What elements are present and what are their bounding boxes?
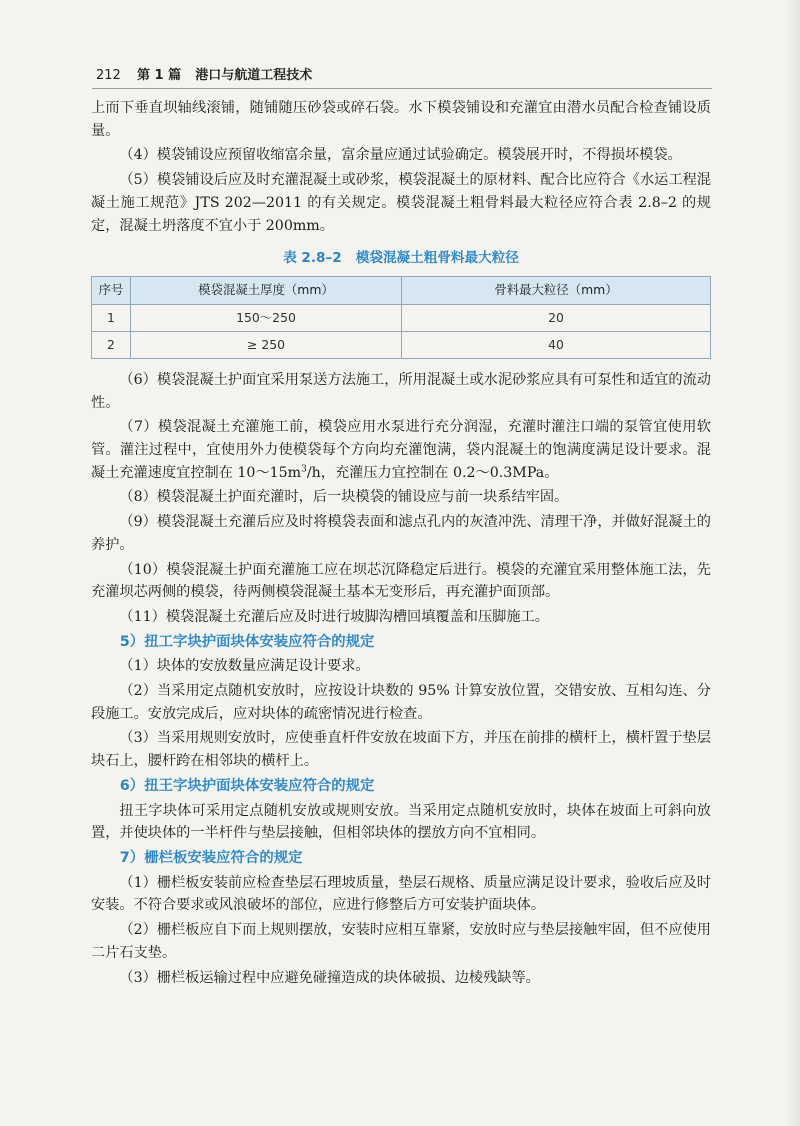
table-title: 模袋混凝土粗骨料最大粒径 — [355, 250, 519, 267]
paragraph-10: （10）模袋混凝土护面充灌施工应在坝芯沉降稳定后进行。模袋的充灌宜采用整体施工法，先充灌坝芯两侧的模袋，待两侧模袋混凝土基本无变形后，再充灌护面顶部。 — [91, 561, 711, 601]
section-7-item-1: （1）栅栏板安装前应检查垫层石理坡质量，垫层石规格、质量应满足设计要求，验收后应及时安装。不符合要求或风浪破坏的部位，应进行修整后方可安装护面块体。 — [91, 874, 711, 914]
aggregate-size-table — [91, 276, 711, 359]
page-edge-shadow — [786, 0, 800, 1126]
table-row — [92, 331, 711, 358]
paragraph-8: （8）模袋混凝土护面充灌时，后一块模袋的铺设应与前一块系结牢固。 — [119, 489, 569, 506]
header-rule — [92, 88, 712, 89]
table-cell: 40 — [402, 331, 711, 358]
table-cell: 150～250 — [131, 304, 402, 331]
table-number: 表 2.8–2 — [283, 250, 342, 267]
section-7-item-2: （2）栅栏板应自下而上规则摆放，安装时应相互靠紧，安放时应与垫层接触牢固，但不应使用二片石支垫。 — [91, 922, 711, 961]
table-header-cell: 骨料最大粒径（mm） — [402, 276, 711, 304]
section-5-item-1: （1）块体的安放数量应满足设计要求。 — [119, 658, 370, 675]
section-5-item-3: （3）当采用规则安放时，应使垂直杆件安放在坡面下方，并压在前排的横杆上，横杆置于垫层块石上，腰杆跨在相邻块的横杆上。 — [91, 730, 711, 770]
table-cell: ≥ 250 — [131, 331, 402, 358]
section-6-text: 扭王字块体可采用定点随机安放或规则安放。当采用定点随机安放时，块体在坡面上可斜向放置，并使块体的一半杆件与垫层接触，但相邻块体的摆放方向不宜相同。 — [91, 802, 711, 842]
table-cell: 2 — [92, 331, 131, 358]
section-7-heading: 7）栅栏板安装应符合的规定 — [119, 849, 303, 866]
table-header-row — [92, 276, 711, 304]
superscript-3: 3 — [301, 464, 307, 474]
section-6-heading: 6）扭王字块护面块体安装应符合的规定 — [119, 777, 375, 794]
section-7-item-3: （3）栅栏板运输过程中应避免碰撞造成的块体破损、边棱残缺等。 — [119, 969, 540, 986]
paragraph-continuation: 上而下垂直坝轴线滚铺，随铺随压砂袋或碎石袋。水下模袋铺设和充灌宜由潜水员配合检查铺设质量。 — [91, 100, 711, 139]
paragraph-7 — [91, 416, 711, 484]
paragraph-7-text-end: /h，充灌压力宜控制在 0.2～0.3MPa。 — [306, 464, 559, 481]
paragraph-4: （4）模袋铺设应预留收缩富余量，富余量应通过试验确定。模袋展开时，不得损坏模袋。 — [119, 147, 682, 164]
page-number: 212 — [96, 68, 121, 83]
paragraph-11: （11）模袋混凝土充灌后应及时进行坡脚沟槽回填覆盖和压脚施工。 — [119, 608, 549, 625]
paragraph-6: （6）模袋混凝土护面宜采用泵送方法施工，所用混凝土或水泥砂浆应具有可泵性和适宜的流动性。 — [91, 371, 711, 411]
table-caption — [91, 247, 711, 270]
running-header — [96, 64, 710, 86]
part-label: 第 1 篇 — [136, 68, 182, 83]
table-cell: 1 — [92, 304, 131, 331]
section-5-item-2: （2）当采用定点随机安放时，应按设计块数的 95% 计算安放位置，交错安放、互相勾连、分段施工。安放完成后，应对块体的疏密情况进行检查。 — [91, 683, 711, 722]
table-cell: 20 — [402, 304, 711, 331]
paragraph-7-text: （7）模袋混凝土充灌施工前，模袋应用水泵进行充分润湿，充灌时灌注口端的泵管宜使用软管。灌注过程中，宜使用外力使模袋每个方向均充灌饱满，袋内混凝土的饱满度满足设计要求。混凝土充灌速度宜控制在 10～15m — [91, 419, 711, 481]
table-header-cell: 模袋混凝土厚度（mm） — [131, 276, 402, 304]
body-text — [91, 97, 711, 991]
section-5-heading: 5）扭工字块护面块体安装应符合的规定 — [119, 633, 375, 650]
table-header-cell: 序号 — [92, 276, 131, 304]
paragraph-9: （9）模袋混凝土充灌后应及时将模袋表面和滤点孔内的灰渣冲洗、清理干净，并做好混凝土的养护。 — [91, 514, 711, 553]
paragraph-5: （5）模袋铺设后应及时充灌混凝土或砂浆，模袋混凝土的原材料、配合比应符合《水运工程混凝土施工规范》JTS 202—2011 的有关规定。模袋混凝土粗骨料最大粒径应符合表 2.8–2 的规定，混凝土坍落度不宜小于 200mm。 — [91, 172, 711, 234]
table-row — [92, 304, 711, 331]
part-title: 港口与航道工程技术 — [195, 68, 313, 83]
